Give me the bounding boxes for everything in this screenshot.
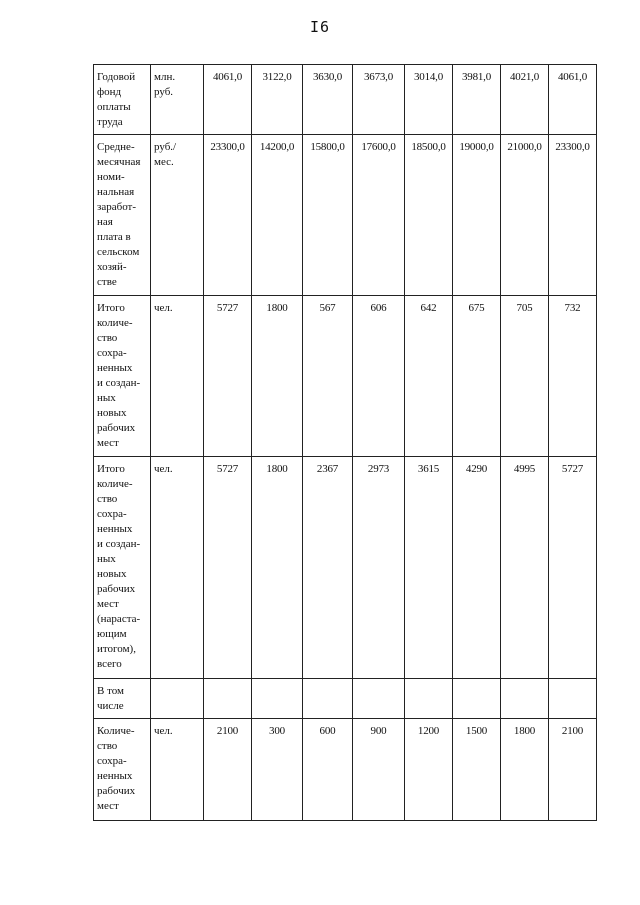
value-cell: 705 xyxy=(501,296,549,457)
row-label-cell xyxy=(94,457,151,679)
value-cell: 15800,0 xyxy=(303,135,353,296)
row-label-cell xyxy=(94,296,151,457)
value-cell: 2367 xyxy=(303,457,353,679)
table-row-average-monthly-wage xyxy=(94,135,597,296)
unit-cell xyxy=(151,65,204,135)
row-label-line: и создан- xyxy=(97,538,141,550)
row-label-line: плата в xyxy=(97,231,131,243)
value-cell xyxy=(353,679,405,719)
row-label-line: всего xyxy=(97,658,122,670)
value-cell: 3122,0 xyxy=(252,65,303,135)
row-label-line: Количе- xyxy=(97,725,135,737)
value-cell: 1800 xyxy=(252,296,303,457)
value-cell: 1800 xyxy=(501,719,549,821)
value-cell: 4061,0 xyxy=(549,65,597,135)
row-label-line: номи- xyxy=(97,171,125,183)
row-label-line: ство xyxy=(97,740,118,752)
row-label-line: новых xyxy=(97,568,127,580)
value-cell: 3630,0 xyxy=(303,65,353,135)
row-label-cell xyxy=(94,65,151,135)
row-label-line: мест xyxy=(97,800,119,812)
value-cell: 4995 xyxy=(501,457,549,679)
row-label-line: ная xyxy=(97,216,113,228)
value-cell xyxy=(252,679,303,719)
value-cell xyxy=(405,679,453,719)
row-label-line: труда xyxy=(97,116,123,128)
table-row-annual-wage-fund xyxy=(94,65,597,135)
row-label-line: ненных xyxy=(97,362,133,374)
value-cell: 300 xyxy=(252,719,303,821)
table-body xyxy=(94,65,597,821)
value-cell: 567 xyxy=(303,296,353,457)
row-label-line: ство xyxy=(97,493,118,505)
row-label-line: Средне- xyxy=(97,141,135,153)
unit-line: млн. xyxy=(154,71,176,83)
value-cell: 18500,0 xyxy=(405,135,453,296)
row-label-line: ненных xyxy=(97,523,133,535)
value-cell: 19000,0 xyxy=(453,135,501,296)
value-cell: 23300,0 xyxy=(204,135,252,296)
value-cell: 5727 xyxy=(549,457,597,679)
row-label-line: хозяй- xyxy=(97,261,127,273)
value-cell: 4061,0 xyxy=(204,65,252,135)
table-row-retained-jobs xyxy=(94,719,597,821)
value-cell: 3673,0 xyxy=(353,65,405,135)
value-cell: 1500 xyxy=(453,719,501,821)
unit-line: чел. xyxy=(154,463,173,475)
row-label-line: ных xyxy=(97,553,116,565)
row-label-line: (нараста- xyxy=(97,613,141,625)
value-cell xyxy=(501,679,549,719)
value-cell: 5727 xyxy=(204,457,252,679)
unit-cell xyxy=(151,135,204,296)
row-label-line: рабочих xyxy=(97,583,136,595)
value-cell: 642 xyxy=(405,296,453,457)
value-cell: 2100 xyxy=(204,719,252,821)
table-row-total-jobs xyxy=(94,296,597,457)
value-cell: 606 xyxy=(353,296,405,457)
row-label-line: рабочих xyxy=(97,422,136,434)
row-label-line: числе xyxy=(97,700,124,712)
value-cell: 2973 xyxy=(353,457,405,679)
unit-line: мес. xyxy=(154,156,174,168)
row-label-line: ство xyxy=(97,332,118,344)
unit-line: руб./ xyxy=(154,141,177,153)
value-cell: 900 xyxy=(353,719,405,821)
row-label-line: Годовой xyxy=(97,71,136,83)
unit-line: руб. xyxy=(154,86,174,98)
row-label-line: сохра- xyxy=(97,755,127,767)
row-label-line: количе- xyxy=(97,478,133,490)
unit-cell xyxy=(151,457,204,679)
row-label-line: количе- xyxy=(97,317,133,329)
value-cell: 732 xyxy=(549,296,597,457)
value-cell xyxy=(204,679,252,719)
row-label-line: сохра- xyxy=(97,508,127,520)
row-label-line: новых xyxy=(97,407,127,419)
value-cell: 3981,0 xyxy=(453,65,501,135)
row-label-line: стве xyxy=(97,276,117,288)
value-cell xyxy=(453,679,501,719)
value-cell xyxy=(303,679,353,719)
value-cell: 5727 xyxy=(204,296,252,457)
row-label-line: мест xyxy=(97,437,119,449)
row-label-line: рабочих xyxy=(97,785,136,797)
row-label-line: итогом), xyxy=(97,643,136,655)
unit-cell xyxy=(151,719,204,821)
value-cell: 3014,0 xyxy=(405,65,453,135)
value-cell: 23300,0 xyxy=(549,135,597,296)
table-row-including xyxy=(94,679,597,719)
row-label-cell xyxy=(94,135,151,296)
value-cell: 21000,0 xyxy=(501,135,549,296)
value-cell: 17600,0 xyxy=(353,135,405,296)
value-cell: 2100 xyxy=(549,719,597,821)
value-cell: 4290 xyxy=(453,457,501,679)
row-label-cell xyxy=(94,719,151,821)
row-label-line: заработ- xyxy=(97,201,137,213)
row-label-line: нальная xyxy=(97,186,135,198)
unit-cell xyxy=(151,296,204,457)
unit-cell xyxy=(151,679,204,719)
row-label-line: В том xyxy=(97,685,125,697)
row-label-line: и создан- xyxy=(97,377,141,389)
row-label-cell xyxy=(94,679,151,719)
value-cell: 1800 xyxy=(252,457,303,679)
row-label-line: Итого xyxy=(97,463,125,475)
value-cell: 4021,0 xyxy=(501,65,549,135)
row-label-line: оплаты xyxy=(97,101,131,113)
unit-line: чел. xyxy=(154,725,173,737)
value-cell: 675 xyxy=(453,296,501,457)
row-label-line: месячная xyxy=(97,156,141,168)
value-cell: 3615 xyxy=(405,457,453,679)
value-cell: 600 xyxy=(303,719,353,821)
row-label-line: фонд xyxy=(97,86,122,98)
value-cell: 14200,0 xyxy=(252,135,303,296)
value-cell xyxy=(549,679,597,719)
row-label-line: мест xyxy=(97,598,119,610)
row-label-line: ненных xyxy=(97,770,133,782)
row-label-line: сельском xyxy=(97,246,140,258)
row-label-line: сохра- xyxy=(97,347,127,359)
page-number: I6 xyxy=(309,18,331,36)
row-label-line: ющим xyxy=(97,628,127,640)
row-label-line: Итого xyxy=(97,302,125,314)
table-row-total-jobs-cumulative xyxy=(94,457,597,679)
value-cell: 1200 xyxy=(405,719,453,821)
data-table xyxy=(93,64,597,821)
unit-line: чел. xyxy=(154,302,173,314)
row-label-line: ных xyxy=(97,392,116,404)
